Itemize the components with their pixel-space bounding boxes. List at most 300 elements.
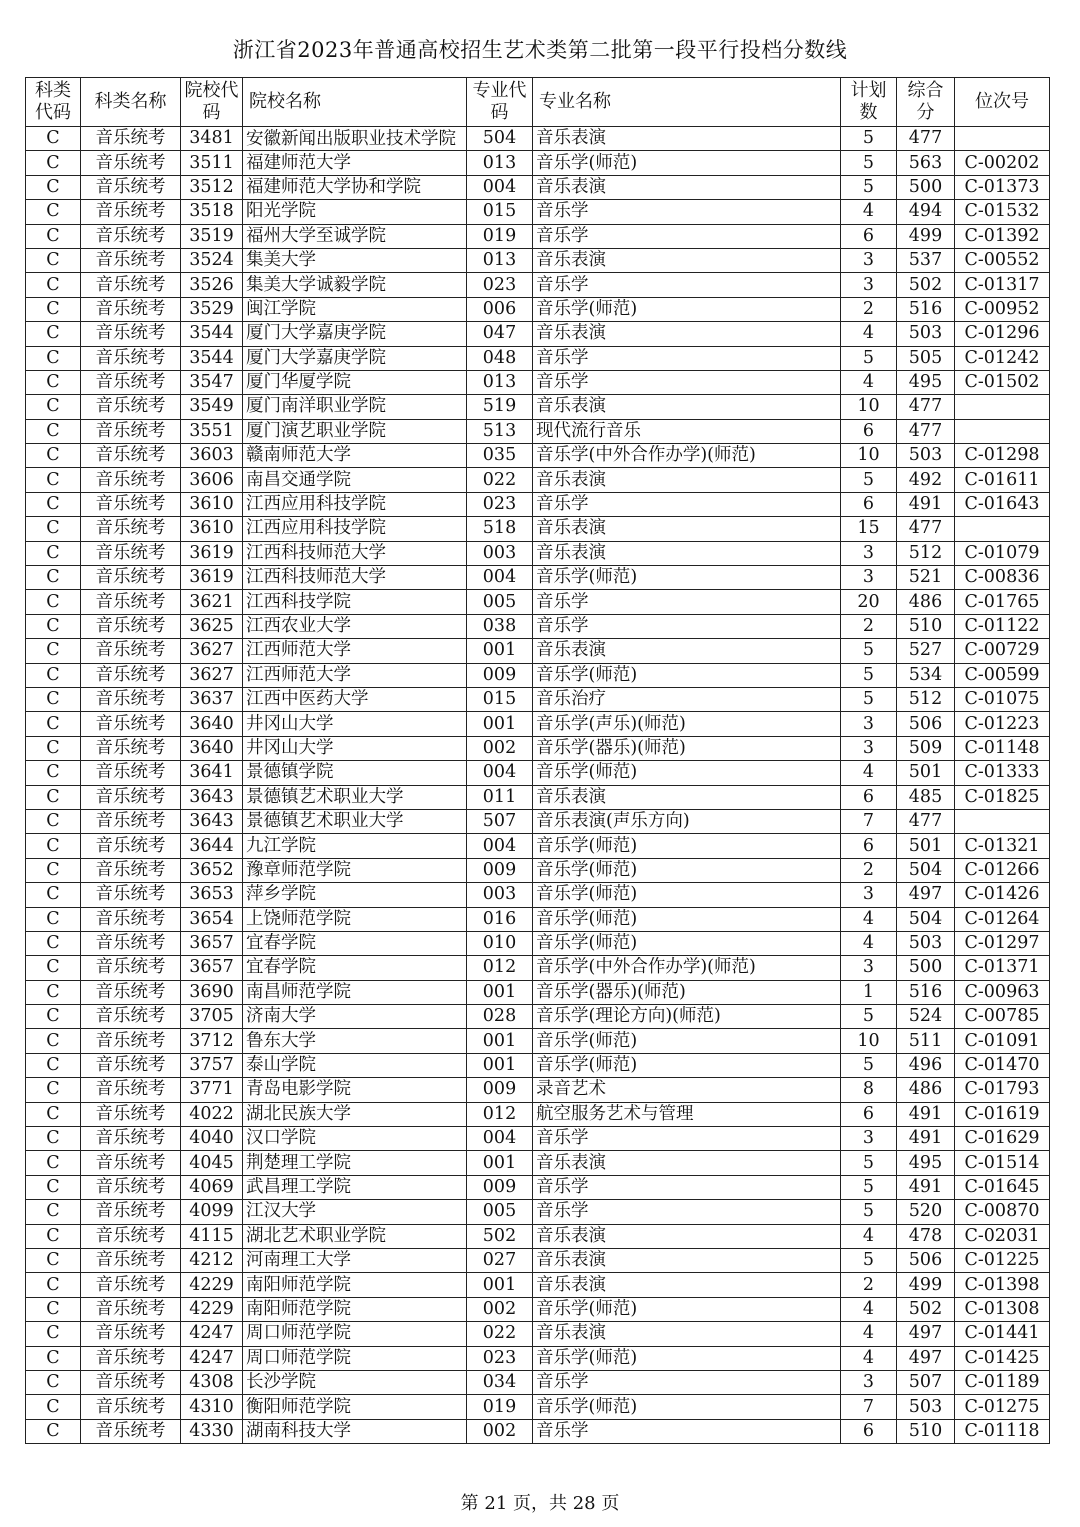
table-row	[26, 1322, 1050, 1346]
table-row	[26, 297, 1050, 321]
cell-major-code: 012	[467, 1102, 533, 1126]
cell-category-name: 音乐统考	[81, 1200, 181, 1224]
cell-major-name: 音乐学(师范)	[533, 1029, 841, 1053]
cell-category-name: 音乐统考	[81, 834, 181, 858]
cell-category-name: 音乐统考	[81, 1078, 181, 1102]
cell-major-name: 航空服务艺术与管理	[533, 1102, 841, 1126]
table-row	[26, 761, 1050, 785]
cell-school-code: 3544	[181, 346, 243, 370]
cell-plan-count: 5	[841, 151, 897, 175]
cell-school-code: 3529	[181, 297, 243, 321]
cell-composite-score: 491	[897, 1102, 955, 1126]
cell-category-code: C	[26, 1053, 81, 1077]
cell-major-name: 音乐学(师范)	[533, 151, 841, 175]
table-row	[26, 175, 1050, 199]
cell-school-name: 闽江学院	[243, 297, 467, 321]
cell-major-name: 音乐表演	[533, 395, 841, 419]
cell-school-name: 河南理工大学	[243, 1248, 467, 1272]
cell-composite-score: 509	[897, 736, 955, 760]
cell-major-name: 音乐表演	[533, 468, 841, 492]
cell-major-code: 022	[467, 468, 533, 492]
cell-composite-score: 501	[897, 761, 955, 785]
table-row	[26, 687, 1050, 711]
table-row	[26, 1127, 1050, 1151]
cell-school-code: 3640	[181, 736, 243, 760]
cell-composite-score: 527	[897, 639, 955, 663]
cell-major-name: 音乐学(师范)	[533, 663, 841, 687]
cell-category-name: 音乐统考	[81, 127, 181, 151]
cell-category-code: C	[26, 1175, 81, 1199]
cell-school-name: 武昌理工学院	[243, 1175, 467, 1199]
cell-major-name: 音乐学	[533, 1200, 841, 1224]
cell-plan-count: 4	[841, 931, 897, 955]
table-row	[26, 639, 1050, 663]
cell-major-name: 音乐学	[533, 224, 841, 248]
cell-major-name: 音乐学(器乐)(师范)	[533, 980, 841, 1004]
table-row	[26, 322, 1050, 346]
cell-school-code: 4247	[181, 1346, 243, 1370]
cell-major-name: 音乐学(师范)	[533, 1297, 841, 1321]
cell-composite-score: 506	[897, 712, 955, 736]
table-row	[26, 566, 1050, 590]
table-body	[26, 127, 1050, 1444]
cell-category-name: 音乐统考	[81, 1005, 181, 1029]
cell-rank-number: C-01398	[955, 1273, 1050, 1297]
cell-composite-score: 477	[897, 517, 955, 541]
cell-composite-score: 491	[897, 492, 955, 516]
cell-school-code: 4045	[181, 1151, 243, 1175]
cell-category-name: 音乐统考	[81, 151, 181, 175]
cell-composite-score: 485	[897, 785, 955, 809]
cell-category-code: C	[26, 1395, 81, 1419]
cell-major-name: 音乐学	[533, 346, 841, 370]
cell-school-name: 厦门演艺职业学院	[243, 419, 467, 443]
cell-school-name: 江西科技学院	[243, 590, 467, 614]
cell-rank-number: C-01514	[955, 1151, 1050, 1175]
cell-rank-number: C-00202	[955, 151, 1050, 175]
cell-school-name: 江西科技师范大学	[243, 566, 467, 590]
cell-school-code: 4099	[181, 1200, 243, 1224]
cell-composite-score: 516	[897, 980, 955, 1004]
cell-composite-score: 477	[897, 809, 955, 833]
cell-major-code: 002	[467, 1297, 533, 1321]
cell-category-name: 音乐统考	[81, 907, 181, 931]
cell-category-code: C	[26, 1248, 81, 1272]
table-row	[26, 492, 1050, 516]
cell-plan-count: 1	[841, 980, 897, 1004]
table-row	[26, 931, 1050, 955]
cell-major-code: 004	[467, 566, 533, 590]
cell-rank-number: C-01296	[955, 322, 1050, 346]
cell-plan-count: 4	[841, 200, 897, 224]
cell-rank-number: C-01619	[955, 1102, 1050, 1126]
cell-category-code: C	[26, 151, 81, 175]
cell-plan-count: 10	[841, 1029, 897, 1053]
cell-category-code: C	[26, 492, 81, 516]
cell-school-code: 4022	[181, 1102, 243, 1126]
cell-plan-count: 6	[841, 1102, 897, 1126]
cell-category-code: C	[26, 1322, 81, 1346]
cell-category-code: C	[26, 907, 81, 931]
table-row	[26, 1346, 1050, 1370]
cell-rank-number: C-00599	[955, 663, 1050, 687]
cell-major-name: 音乐表演	[533, 175, 841, 199]
cell-category-name: 音乐统考	[81, 297, 181, 321]
cell-plan-count: 5	[841, 1248, 897, 1272]
cell-rank-number: C-01373	[955, 175, 1050, 199]
cell-major-name: 音乐学	[533, 614, 841, 638]
cell-major-code: 006	[467, 297, 533, 321]
cell-school-name: 荆楚理工学院	[243, 1151, 467, 1175]
cell-category-code: C	[26, 858, 81, 882]
table-row	[26, 541, 1050, 565]
cell-major-code: 010	[467, 931, 533, 955]
cell-category-code: C	[26, 517, 81, 541]
cell-plan-count: 4	[841, 1297, 897, 1321]
cell-rank-number: C-01321	[955, 834, 1050, 858]
cell-major-name: 音乐学(师范)	[533, 297, 841, 321]
cell-rank-number: C-00836	[955, 566, 1050, 590]
cell-rank-number: C-01371	[955, 956, 1050, 980]
cell-major-code: 023	[467, 1346, 533, 1370]
cell-major-name: 音乐表演	[533, 127, 841, 151]
cell-rank-number: C-01091	[955, 1029, 1050, 1053]
cell-category-name: 音乐统考	[81, 663, 181, 687]
cell-composite-score: 477	[897, 127, 955, 151]
cell-category-name: 音乐统考	[81, 883, 181, 907]
cell-category-name: 音乐统考	[81, 273, 181, 297]
cell-school-code: 3653	[181, 883, 243, 907]
cell-major-name: 音乐表演	[533, 1322, 841, 1346]
cell-composite-score: 521	[897, 566, 955, 590]
cell-major-code: 015	[467, 687, 533, 711]
cell-school-name: 江西应用科技学院	[243, 517, 467, 541]
admission-score-table	[25, 77, 1050, 1444]
cell-major-code: 003	[467, 541, 533, 565]
table-row	[26, 663, 1050, 687]
cell-major-code: 016	[467, 907, 533, 931]
table-header-row	[26, 78, 1050, 127]
cell-category-name: 音乐统考	[81, 175, 181, 199]
table-row	[26, 127, 1050, 151]
table-row	[26, 834, 1050, 858]
cell-composite-score: 477	[897, 419, 955, 443]
table-row	[26, 1151, 1050, 1175]
cell-category-code: C	[26, 248, 81, 272]
cell-category-code: C	[26, 395, 81, 419]
table-row	[26, 419, 1050, 443]
cell-school-name: 江西应用科技学院	[243, 492, 467, 516]
cell-major-code: 004	[467, 834, 533, 858]
cell-category-name: 音乐统考	[81, 1395, 181, 1419]
cell-major-name: 音乐表演	[533, 1248, 841, 1272]
table-row	[26, 956, 1050, 980]
cell-rank-number: C-01441	[955, 1322, 1050, 1346]
cell-category-code: C	[26, 1224, 81, 1248]
table-row	[26, 1175, 1050, 1199]
cell-major-code: 001	[467, 980, 533, 1004]
cell-school-name: 济南大学	[243, 1005, 467, 1029]
cell-category-code: C	[26, 761, 81, 785]
cell-school-code: 3637	[181, 687, 243, 711]
cell-rank-number: C-01297	[955, 931, 1050, 955]
cell-plan-count: 3	[841, 248, 897, 272]
cell-plan-count: 6	[841, 1419, 897, 1443]
cell-category-name: 音乐统考	[81, 590, 181, 614]
cell-major-code: 013	[467, 370, 533, 394]
cell-composite-score: 497	[897, 1346, 955, 1370]
cell-composite-score: 504	[897, 858, 955, 882]
cell-rank-number: C-01333	[955, 761, 1050, 785]
cell-category-name: 音乐统考	[81, 639, 181, 663]
page-footer: 第 21 页，共 28 页	[460, 1493, 620, 1514]
cell-major-code: 034	[467, 1370, 533, 1394]
cell-category-code: C	[26, 1200, 81, 1224]
cell-major-code: 012	[467, 956, 533, 980]
cell-rank-number	[955, 127, 1050, 151]
cell-plan-count: 4	[841, 370, 897, 394]
cell-school-name: 福建师范大学协和学院	[243, 175, 467, 199]
cell-major-code: 001	[467, 1053, 533, 1077]
cell-school-code: 3610	[181, 492, 243, 516]
cell-category-code: C	[26, 785, 81, 809]
cell-school-name: 长沙学院	[243, 1370, 467, 1394]
cell-plan-count: 5	[841, 1200, 897, 1224]
cell-composite-score: 503	[897, 444, 955, 468]
cell-major-name: 音乐学	[533, 370, 841, 394]
cell-category-code: C	[26, 712, 81, 736]
cell-rank-number	[955, 419, 1050, 443]
cell-school-name: 江西师范大学	[243, 639, 467, 663]
cell-school-name: 青岛电影学院	[243, 1078, 467, 1102]
cell-major-name: 音乐学(声乐)(师范)	[533, 712, 841, 736]
table-row	[26, 1273, 1050, 1297]
cell-plan-count: 6	[841, 834, 897, 858]
cell-major-code: 019	[467, 224, 533, 248]
table-row	[26, 712, 1050, 736]
cell-rank-number: C-00785	[955, 1005, 1050, 1029]
cell-rank-number: C-01266	[955, 858, 1050, 882]
cell-school-code: 3644	[181, 834, 243, 858]
cell-plan-count: 5	[841, 127, 897, 151]
cell-rank-number: C-01765	[955, 590, 1050, 614]
cell-school-code: 3641	[181, 761, 243, 785]
cell-category-name: 音乐统考	[81, 1224, 181, 1248]
cell-school-code: 3621	[181, 590, 243, 614]
cell-major-name: 音乐表演	[533, 322, 841, 346]
cell-major-name: 音乐学	[533, 200, 841, 224]
cell-category-code: C	[26, 1127, 81, 1151]
table-row	[26, 785, 1050, 809]
header-rank-number: 位次号	[955, 78, 1050, 127]
cell-category-name: 音乐统考	[81, 492, 181, 516]
cell-school-name: 萍乡学院	[243, 883, 467, 907]
cell-rank-number: C-01225	[955, 1248, 1050, 1272]
cell-composite-score: 512	[897, 541, 955, 565]
cell-school-code: 3643	[181, 809, 243, 833]
table-row	[26, 590, 1050, 614]
cell-composite-score: 507	[897, 1370, 955, 1394]
cell-major-name: 音乐表演	[533, 1151, 841, 1175]
cell-category-code: C	[26, 663, 81, 687]
cell-school-code: 3547	[181, 370, 243, 394]
table-row	[26, 1102, 1050, 1126]
cell-major-code: 001	[467, 1029, 533, 1053]
cell-school-code: 3652	[181, 858, 243, 882]
cell-rank-number: C-00552	[955, 248, 1050, 272]
cell-school-code: 3549	[181, 395, 243, 419]
cell-major-code: 013	[467, 151, 533, 175]
cell-rank-number: C-01793	[955, 1078, 1050, 1102]
cell-major-code: 048	[467, 346, 533, 370]
cell-category-code: C	[26, 980, 81, 1004]
cell-major-code: 011	[467, 785, 533, 809]
cell-major-name: 音乐学(师范)	[533, 907, 841, 931]
table-row	[26, 1005, 1050, 1029]
cell-category-name: 音乐统考	[81, 858, 181, 882]
cell-plan-count: 5	[841, 346, 897, 370]
cell-school-code: 3640	[181, 712, 243, 736]
cell-school-name: 周口师范学院	[243, 1322, 467, 1346]
cell-school-code: 3643	[181, 785, 243, 809]
cell-major-name: 音乐学	[533, 492, 841, 516]
cell-major-code: 504	[467, 127, 533, 151]
cell-category-code: C	[26, 614, 81, 638]
cell-school-name: 宜春学院	[243, 931, 467, 955]
cell-rank-number: C-00963	[955, 980, 1050, 1004]
cell-category-name: 音乐统考	[81, 1273, 181, 1297]
cell-category-name: 音乐统考	[81, 687, 181, 711]
cell-category-code: C	[26, 127, 81, 151]
cell-plan-count: 6	[841, 419, 897, 443]
cell-plan-count: 5	[841, 687, 897, 711]
cell-plan-count: 3	[841, 712, 897, 736]
cell-category-code: C	[26, 1029, 81, 1053]
cell-composite-score: 497	[897, 883, 955, 907]
cell-category-code: C	[26, 1419, 81, 1443]
cell-rank-number: C-01298	[955, 444, 1050, 468]
cell-rank-number	[955, 395, 1050, 419]
cell-major-code: 027	[467, 1248, 533, 1272]
cell-school-name: 上饶师范学院	[243, 907, 467, 931]
cell-rank-number: C-01189	[955, 1370, 1050, 1394]
header-category-name: 科类名称	[81, 78, 181, 127]
cell-category-name: 音乐统考	[81, 712, 181, 736]
cell-major-name: 音乐学	[533, 590, 841, 614]
cell-category-name: 音乐统考	[81, 248, 181, 272]
cell-category-name: 音乐统考	[81, 736, 181, 760]
cell-category-code: C	[26, 1005, 81, 1029]
cell-school-code: 3771	[181, 1078, 243, 1102]
table-row	[26, 517, 1050, 541]
cell-school-name: 江汉大学	[243, 1200, 467, 1224]
cell-major-name: 音乐表演	[533, 517, 841, 541]
cell-major-code: 502	[467, 1224, 533, 1248]
cell-school-code: 3511	[181, 151, 243, 175]
cell-school-code: 3603	[181, 444, 243, 468]
cell-category-code: C	[26, 1102, 81, 1126]
header-plan-count: 计划数	[841, 78, 897, 127]
cell-plan-count: 4	[841, 761, 897, 785]
cell-composite-score: 516	[897, 297, 955, 321]
cell-school-code: 3625	[181, 614, 243, 638]
table-row	[26, 200, 1050, 224]
cell-major-name: 音乐学(中外合作办学)(师范)	[533, 956, 841, 980]
cell-composite-score: 495	[897, 1151, 955, 1175]
header-major-code: 专业代码	[467, 78, 533, 127]
cell-composite-score: 496	[897, 1053, 955, 1077]
cell-school-name: 宜春学院	[243, 956, 467, 980]
cell-school-name: 集美大学诚毅学院	[243, 273, 467, 297]
cell-plan-count: 3	[841, 1127, 897, 1151]
cell-plan-count: 7	[841, 1395, 897, 1419]
cell-composite-score: 477	[897, 395, 955, 419]
cell-major-name: 音乐学(师范)	[533, 931, 841, 955]
header-school-name: 院校名称	[243, 78, 467, 127]
cell-composite-score: 492	[897, 468, 955, 492]
cell-category-code: C	[26, 736, 81, 760]
cell-category-name: 音乐统考	[81, 517, 181, 541]
cell-major-code: 009	[467, 1175, 533, 1199]
cell-composite-score: 563	[897, 151, 955, 175]
cell-plan-count: 3	[841, 566, 897, 590]
cell-school-name: 南阳师范学院	[243, 1297, 467, 1321]
cell-school-code: 3519	[181, 224, 243, 248]
cell-major-name: 音乐表演	[533, 639, 841, 663]
cell-rank-number: C-01317	[955, 273, 1050, 297]
cell-plan-count: 5	[841, 1175, 897, 1199]
table-row	[26, 883, 1050, 907]
cell-major-code: 047	[467, 322, 533, 346]
cell-rank-number: C-01825	[955, 785, 1050, 809]
table-row	[26, 1370, 1050, 1394]
cell-major-name: 音乐学(师范)	[533, 1395, 841, 1419]
table-row	[26, 980, 1050, 1004]
cell-plan-count: 5	[841, 663, 897, 687]
cell-category-code: C	[26, 809, 81, 833]
cell-school-code: 4310	[181, 1395, 243, 1419]
cell-rank-number	[955, 517, 1050, 541]
cell-school-name: 鲁东大学	[243, 1029, 467, 1053]
cell-school-code: 4040	[181, 1127, 243, 1151]
cell-major-code: 009	[467, 1078, 533, 1102]
cell-rank-number: C-01275	[955, 1395, 1050, 1419]
cell-plan-count: 15	[841, 517, 897, 541]
cell-major-name: 音乐表演	[533, 1224, 841, 1248]
cell-category-code: C	[26, 541, 81, 565]
cell-major-code: 001	[467, 712, 533, 736]
cell-school-code: 3705	[181, 1005, 243, 1029]
cell-school-name: 湖北艺术职业学院	[243, 1224, 467, 1248]
cell-major-name: 现代流行音乐	[533, 419, 841, 443]
cell-school-name: 豫章师范学院	[243, 858, 467, 882]
cell-plan-count: 5	[841, 1151, 897, 1175]
cell-major-code: 022	[467, 1322, 533, 1346]
cell-major-code: 004	[467, 1127, 533, 1151]
table-row	[26, 468, 1050, 492]
cell-plan-count: 3	[841, 273, 897, 297]
cell-composite-score: 497	[897, 1322, 955, 1346]
cell-rank-number: C-01075	[955, 687, 1050, 711]
cell-category-code: C	[26, 200, 81, 224]
cell-composite-score: 491	[897, 1127, 955, 1151]
table-row	[26, 224, 1050, 248]
cell-plan-count: 3	[841, 956, 897, 980]
cell-rank-number: C-01532	[955, 200, 1050, 224]
cell-category-name: 音乐统考	[81, 761, 181, 785]
cell-category-code: C	[26, 419, 81, 443]
cell-school-name: 厦门华厦学院	[243, 370, 467, 394]
